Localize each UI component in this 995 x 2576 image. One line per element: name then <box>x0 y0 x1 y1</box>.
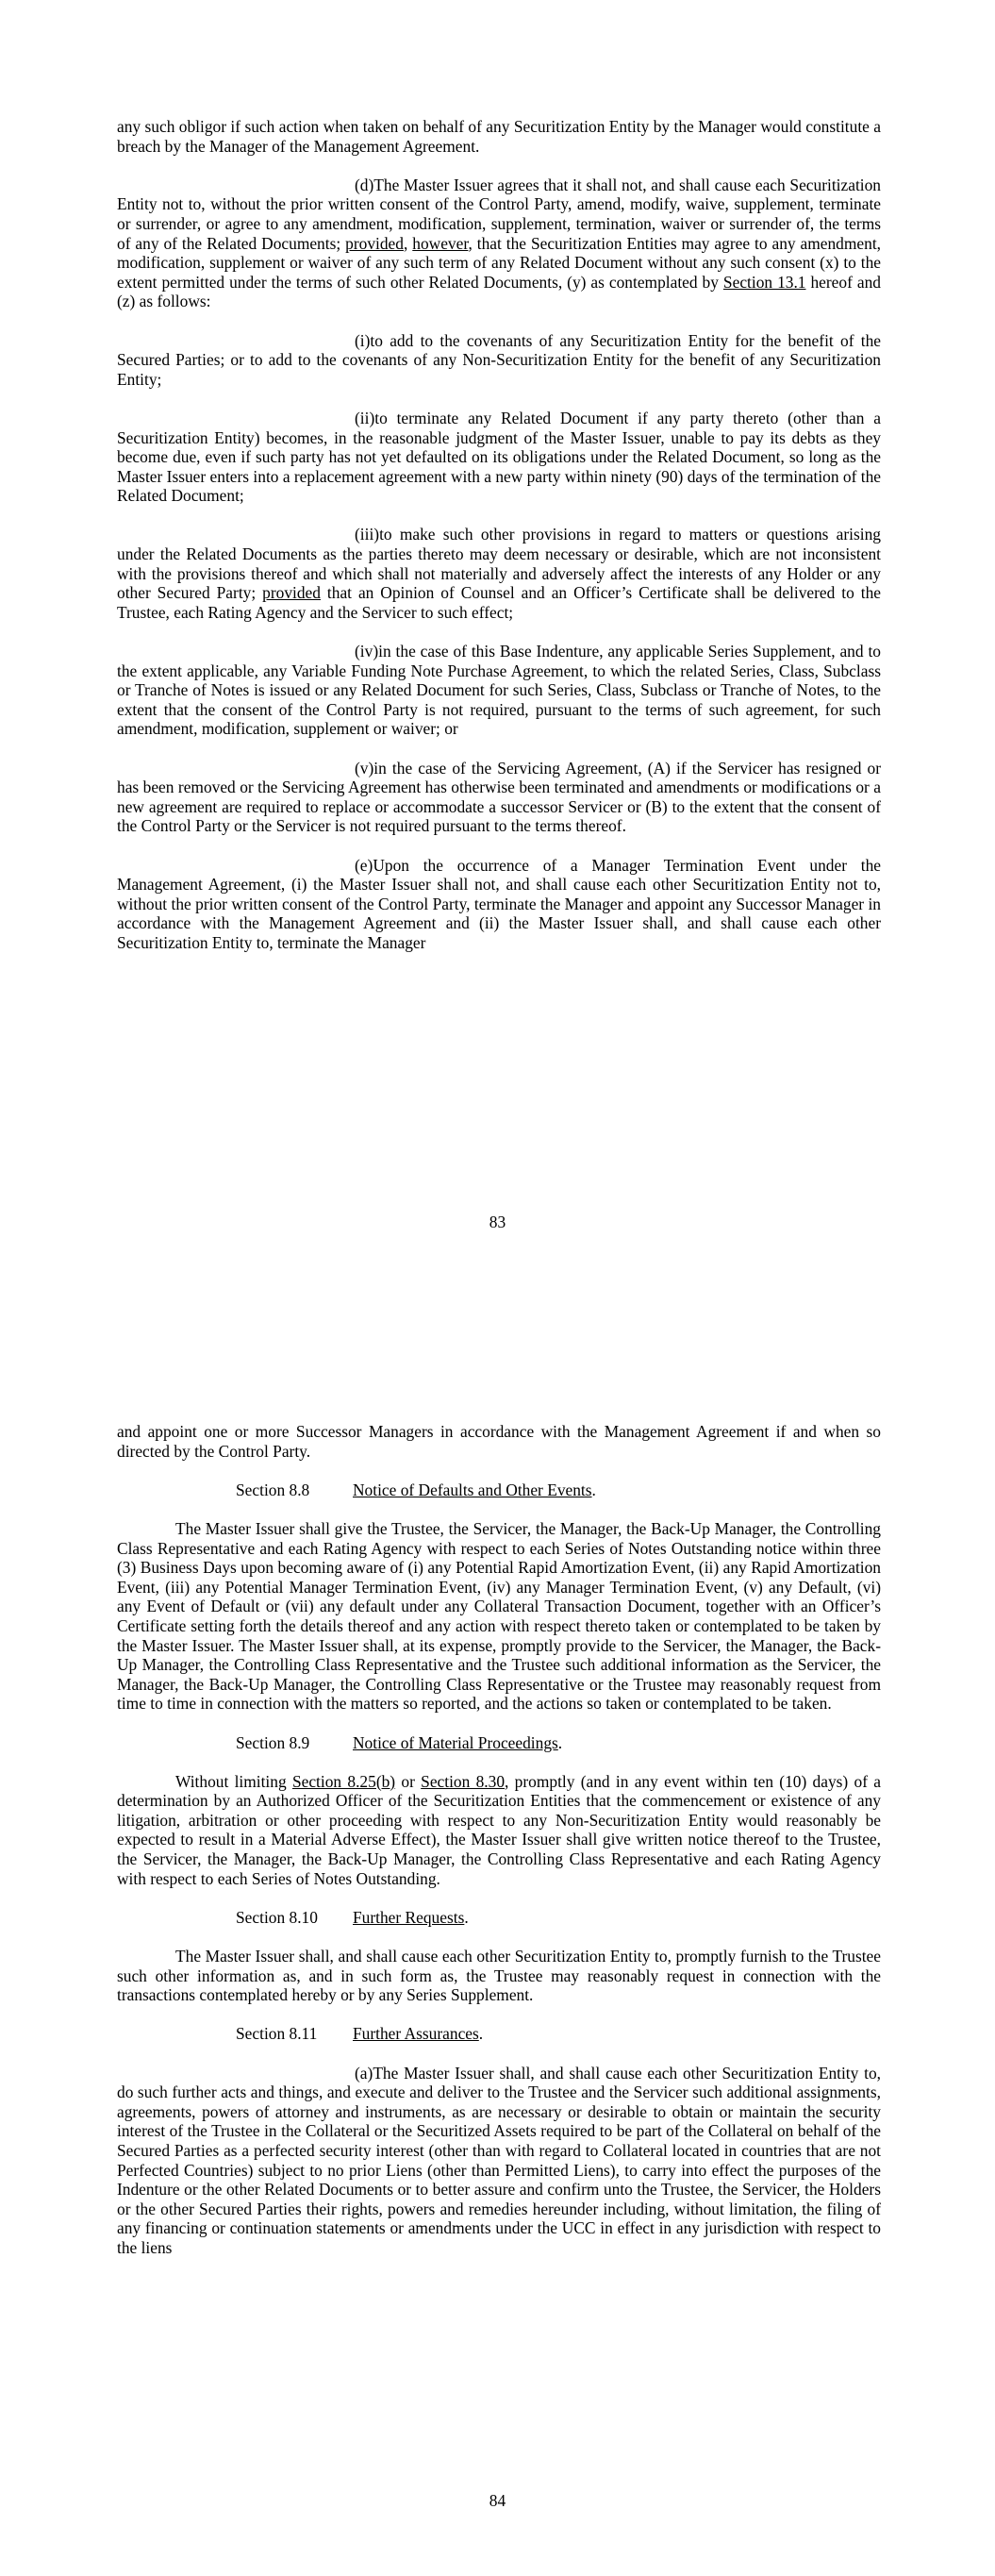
page-number: 84 <box>489 2491 506 2510</box>
page-83-body <box>117 117 881 953</box>
paragraph-ii <box>117 409 881 506</box>
paragraph-iv <box>117 642 881 739</box>
paragraph-e <box>117 856 881 953</box>
period: . <box>591 1480 596 1499</box>
section-heading-8-8 <box>236 1480 881 1500</box>
text: in the case of this Base Indenture, any applicable Series Supplement, and to the extent applicable, any Variable Funding Note Purchase Agreement, to which the related Series, Class, Subclass or Tranche of Notes is issued or any Related Document for such Series, Class, Subclass or Tranche of Notes, to the extent that the consent of the Control Party is not required, pursuant to the terms of such agreement, for such amendment, modification, supplement or waiver; or <box>117 642 881 739</box>
emphasis-provided: provided <box>345 233 404 253</box>
page-number: 83 <box>489 1213 506 1231</box>
text: , <box>403 233 413 253</box>
section-number: Section 8.9 <box>236 1732 310 1752</box>
section-number: Section 8.11 <box>236 2024 318 2044</box>
text: in the case of the Servicing Agreement, (A) if the Servicer has resigned or has been removed or the Servicing Agreement has otherwise been terminated and amendments or modifications or a new agreement are required to replace or accommodate a successor Servicer or (B) to the extent that the consent of the Control Party or the Servicer is not required pursuant to the terms thereof. <box>117 758 881 836</box>
clause-label: (i) <box>355 330 371 350</box>
paragraph-continuation <box>117 117 881 156</box>
text: to make such other provisions in regard to matters or questions arising under the Related Documents as the parties thereto may deem necessary or desirable, which are not inconsistent with the provisions thereof and which shall not materially and adversely affect the interests of any Holder or any other Secured Party; <box>117 525 881 603</box>
paragraph-i <box>117 331 881 390</box>
section-heading-8-9 <box>236 1733 881 1753</box>
clause-label: (iii) <box>355 525 380 544</box>
clause-label: (iv) <box>355 642 379 661</box>
text: , promptly (and in any event within ten (10) days) of a determination by an Authorized Officer of the Securitization Entities that the commencement or existence of any litigation, arbitration or other proceeding with respect to any Non-Securitization Entity would reasonably be expected to result in a Material Adverse Effect), the Master Issuer shall give written notice thereof to the Trustee, the Servicer, the Manager, the Back-Up Manager, the Controlling Class Representative and each Rating Agency with respect to each Series of Notes Outstanding. <box>117 1771 881 1888</box>
paragraph-d <box>117 176 881 311</box>
text: that an Opinion of Counsel and an Officer’s Certificate shall be delivered to the Trustee, each Rating Agency and the Servicer to such effect; <box>117 583 882 622</box>
text: The Master Issuer shall give the Trustee, the Servicer, the Manager, the Back-Up Manager, the Controlling Class Representative and each Rating Agency with respect to each Series of Notes Outstanding notice within three (3) Business Days upon becoming aware of (i) any Potential Rapid Amortization Event, (ii) any Rapid Amortization Event, (iii) any Potential Manager Termination Event, (iv) any Manager Termination Event, (v) any Default, (vi) any Event of Default or (vii) any default under any Collateral Transaction Document, together with an Officer’s Certificate setting forth the details thereof and any action with respect thereto taken or contemplated to be taken by the Master Issuer. The Master Issuer shall, at its expense, promptly provide to the Servicer, the Manager, the Back-Up Manager, the Controlling Class Representative and the Trustee such additional information as the Servicer, the Manager, the Back-Up Manager, the Controlling Class Representative or the Trustee may reasonably request from time to time in connection with the matters so reported, and the actions so taken or contemplated to be taken. <box>117 1518 881 1714</box>
section-title: Further Assurances <box>353 2024 479 2044</box>
section-8-8-body <box>117 1519 881 1714</box>
section-reference: Section 8.30 <box>421 1771 506 1791</box>
period: . <box>478 2024 484 2044</box>
text: Upon the occurrence of a Manager Termination Event under the Management Agreement, (i) the Master Issuer shall not, and shall cause each other Securitization Entity not to, without the prior written consent of the Control Party, terminate the Manager and appoint any Successor Manager in accordance with the Management Agreement and (ii) the Master Issuer shall, and shall cause each other Securitization Entity to, terminate the Manager <box>117 855 881 952</box>
paragraph-v <box>117 759 881 836</box>
clause-label: (ii) <box>355 408 375 427</box>
text: The Master Issuer agrees that it shall not, and shall cause each Securitization Entity not to, without the prior written consent of the Control Party, amend, modify, waive, supplement, terminate or surrender, or agree to any amendment, modification, supplement, termination, waiver or surrender of, the terms of any of the Related Documents; <box>117 175 881 253</box>
section-title: Notice of Defaults and Other Events <box>353 1480 592 1499</box>
emphasis-provided: provided <box>262 583 321 603</box>
section-title: Further Requests <box>353 1907 465 1927</box>
page-84-body <box>117 1422 881 2258</box>
paragraph-continuation <box>117 1422 881 1461</box>
section-reference: Section 8.25(b) <box>291 1771 396 1791</box>
period: . <box>557 1732 563 1752</box>
text: any such obligor if such action when taken on behalf of any Securitization Entity by the Manager would constitute a breach by the Manager of the Management Agreement. <box>117 117 881 156</box>
paragraph-iii <box>117 525 881 622</box>
section-8-10-body <box>117 1947 881 2005</box>
emphasis-however: however <box>412 233 469 253</box>
section-number: Section 8.8 <box>236 1480 310 1499</box>
clause-label: (v) <box>355 758 374 778</box>
section-heading-8-11 <box>236 2024 881 2044</box>
clause-label: (e) <box>355 855 373 875</box>
section-title: Notice of Material Proceedings <box>353 1732 558 1752</box>
text: hereof and (z) as follows: <box>117 272 881 311</box>
period: . <box>464 1907 469 1927</box>
text: , that the Securitization Entities may agree to any amendment, modification, supplement or waiver of any such term of any Related Document without any such consent (x) to the extent permitted under the terms of such other Related Documents, (y) as contemplated by <box>117 233 881 292</box>
clause-label: (a) <box>355 2063 373 2083</box>
text: and appoint one or more Successor Managers in accordance with the Management Agreement if and when so directed by the Control Party. <box>117 1422 881 1461</box>
text: The Master Issuer shall, and shall cause each other Securitization Entity to, do such further acts and things, and execute and deliver to the Trustee and the Servicer such additional assignments, agreements, powers of attorney and instruments, as are necessary or desirable to obtain or maintain the security interest of the Trustee in the Collateral or the Securitized Assets required to be part of the Collateral on behalf of the Secured Parties as a perfected security interest (other than with regard to Collateral located in countries that are not Perfected Countries) subject to no prior Liens (other than Permitted Liens), to carry into effect the purposes of the Indenture or the other Related Documents or to better assure and confirm unto the Trustee, the Servicer, the Holders or the other Secured Parties their rights, powers and remedies hereunder including, without limitation, the filing of any financing or continuation statements or amendments under the UCC in effect in any jurisdiction with respect to the liens <box>117 2063 881 2257</box>
text: Without limiting <box>175 1771 292 1791</box>
clause-label: (d) <box>355 175 374 194</box>
section-number: Section 8.10 <box>236 1907 318 1927</box>
section-heading-8-10 <box>236 1908 881 1928</box>
text: to terminate any Related Document if any party thereto (other than a Securitization Entity) becomes, in the reasonable judgment of the Master Issuer, unable to pay its debts as they become due, even if such party has not yet defaulted on its obligations under the Related Document, so long as the Master Issuer enters into a replacement agreement with a new party within ninety (90) days of the termination of the Related Document; <box>117 408 881 506</box>
section-8-11-paragraph-a <box>117 2064 881 2258</box>
text: to add to the covenants of any Securitization Entity for the benefit of the Secured Parties; or to add to the covenants of any Non-Securitization Entity for the benefit of any Securitization Entity; <box>117 330 881 389</box>
section-8-9-body <box>117 1772 881 1889</box>
section-reference: Section 13.1 <box>722 272 806 292</box>
document-page-84 <box>0 1288 995 2576</box>
text: or <box>395 1771 422 1791</box>
text: The Master Issuer shall, and shall cause each other Securitization Entity to, promptly furnish to the Trustee such other information as, and in such form as, the Trustee may reasonably request in connection with the transactions contemplated hereby or by any Series Supplement. <box>117 1947 881 2005</box>
